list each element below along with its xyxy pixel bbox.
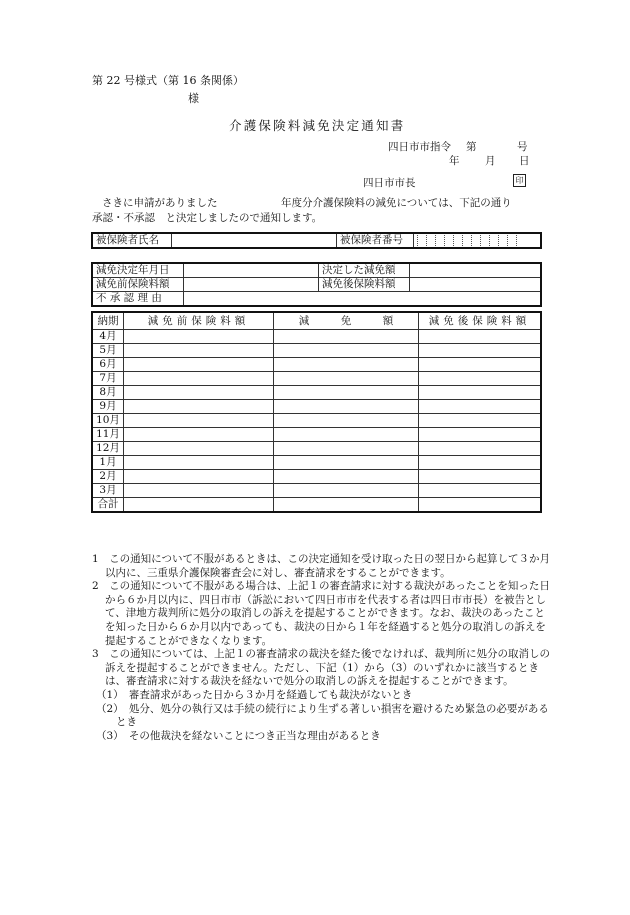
table-row xyxy=(92,470,541,484)
period-cell: 6月 xyxy=(92,358,124,372)
insured-name-value xyxy=(172,233,337,248)
table-row xyxy=(92,330,541,344)
decision-table xyxy=(91,262,542,307)
notes-section xyxy=(92,553,554,743)
date-month: 月 xyxy=(485,155,496,167)
schedule-header-reduction: 減 免 額 xyxy=(274,312,419,330)
reason-value xyxy=(184,292,542,307)
table-row xyxy=(92,442,541,456)
table-row xyxy=(92,344,541,358)
schedule-header-row xyxy=(92,312,541,330)
doc-number-go: 号 xyxy=(517,141,528,153)
table-row xyxy=(92,386,541,400)
insured-number-boxes xyxy=(414,233,542,248)
seal-mark: 印 xyxy=(513,174,526,187)
period-cell: 10月 xyxy=(92,414,124,428)
schedule-table xyxy=(91,311,542,513)
note-3: 3 この通知については、上記１の審査請求の裁決を経た後でなければ、裁判所に処分の取消しの訴えを提起することができません。ただし、下記（1）から（3）のいずれかに該当するときは、審査請求に対する裁決を経ないで処分の取消しの訴えを提起することができます。 xyxy=(92,648,550,688)
addressee-suffix: 様 xyxy=(188,92,199,105)
period-cell: 12月 xyxy=(92,442,124,456)
schedule-header-period: 納期 xyxy=(92,312,124,330)
decision-date-label: 減免決定年月日 xyxy=(92,263,184,278)
schedule-header-after: 減免後保険料額 xyxy=(419,312,542,330)
decided-amount-label: 決定した減免額 xyxy=(319,263,410,278)
period-cell: 7月 xyxy=(92,372,124,386)
date-day: 日 xyxy=(519,155,530,167)
period-cell: 8月 xyxy=(92,386,124,400)
table-row xyxy=(92,358,541,372)
table-row xyxy=(92,372,541,386)
period-cell: 11月 xyxy=(92,428,124,442)
note-2: 2 この通知について不服がある場合は、上記１の審査請求に対する裁決があったことを知った日から６か月以内に、四日市市（訴訟において四日市市を代表する者は四日市市長）を被告として、津地方裁判所に処分の取消しの訴えを提起することができます。なお、裁決のあったことを知った日から６か月以内であっても、裁決の日から１年を経過すると処分の取消しの訴えを提起することができなくなります。 xyxy=(92,580,550,647)
insured-number-label: 被保険者番号 xyxy=(337,233,414,248)
period-cell: 9月 xyxy=(92,400,124,414)
period-cell: 4月 xyxy=(92,330,124,344)
doc-number-label: 四日市市指令 xyxy=(388,141,451,153)
insured-table xyxy=(91,232,542,249)
total-row xyxy=(92,498,541,513)
table-row xyxy=(92,456,541,470)
intro-line1-a: さきに申請がありました xyxy=(102,197,218,209)
after-amount-label: 減免後保険料額 xyxy=(319,278,410,292)
note-3-sub-3: （3） その他裁決を経ないことにつき正当な理由があるとき xyxy=(96,729,381,742)
decision-date-value xyxy=(184,263,319,278)
after-amount-value xyxy=(410,278,542,292)
table-row xyxy=(92,484,541,498)
note-3-sub-2: （2） 処分、処分の執行又は手続の続行により生ずる著しい損害を避けるため緊急の必要があるとき xyxy=(96,702,549,729)
intro-line2: 承認・不承認 と決定しましたので通知します。 xyxy=(92,212,323,224)
mayor-title: 四日市市長 xyxy=(363,177,416,189)
decided-amount-value xyxy=(410,263,542,278)
table-row xyxy=(92,428,541,442)
table-row xyxy=(92,400,541,414)
total-cell: 合計 xyxy=(92,498,124,513)
date-year: 年 xyxy=(449,155,460,167)
period-cell: 1月 xyxy=(92,456,124,470)
period-cell: 2月 xyxy=(92,470,124,484)
reason-label: 不 承 認 理 由 xyxy=(92,292,184,307)
schedule-header-before: 減免前保険料額 xyxy=(124,312,274,330)
period-cell: 3月 xyxy=(92,484,124,498)
insured-name-label: 被保険者氏名 xyxy=(92,233,172,248)
note-1: 1 この通知について不服があるときは、この決定通知を受け取った日の翌日から起算して３か月以内に、三重県介護保険審査会に対し、審査請求をすることができます。 xyxy=(92,553,550,579)
note-3-sub-1: （1） 審査請求があった日から３か月を経過しても裁決がないとき xyxy=(96,688,413,701)
intro-line1-b: 年度分介護保険料の減免については、下記の通り xyxy=(281,197,512,209)
period-cell: 5月 xyxy=(92,344,124,358)
page-title: 介護保険料減免決定通知書 xyxy=(229,118,406,133)
form-number: 第 22 号様式（第 16 条関係） xyxy=(92,74,244,87)
doc-number-dai: 第 xyxy=(466,141,477,153)
before-amount-label: 減免前保険料額 xyxy=(92,278,184,292)
before-amount-value xyxy=(184,278,319,292)
table-row xyxy=(92,414,541,428)
